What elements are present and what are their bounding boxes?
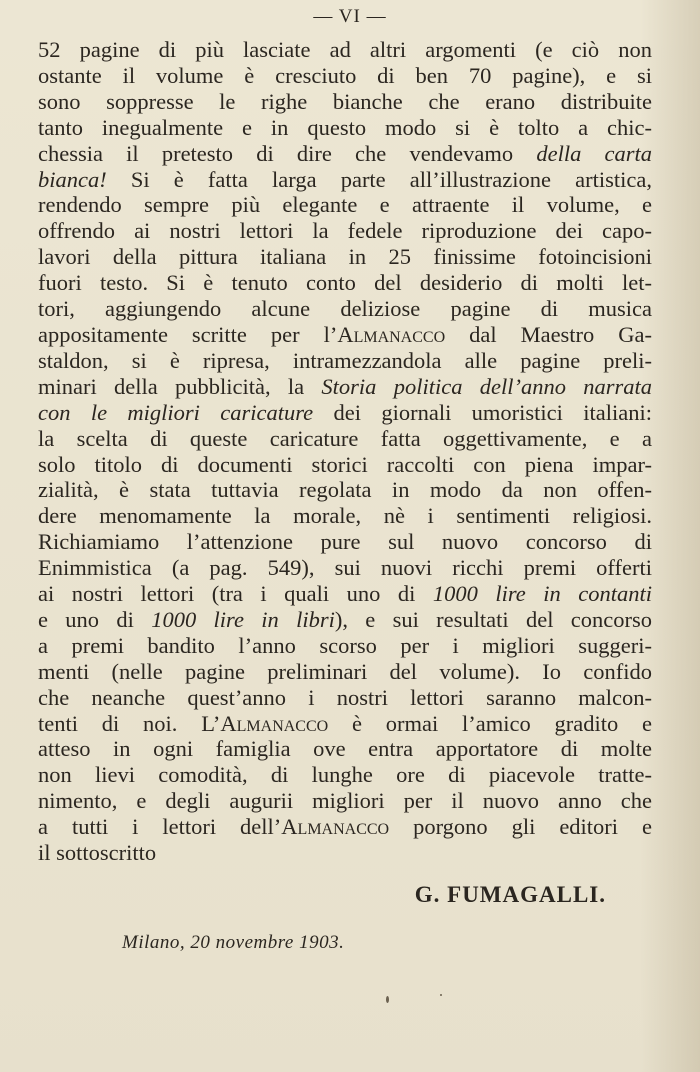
text-line: ostante il volume è cresciuto di ben 70 pagine), e si <box>38 62 652 88</box>
text-line: sono soppresse le righe bianche che erano distribuite <box>38 88 652 114</box>
text-line: atteso in ogni famiglia ove entra apportatore di molte <box>38 736 652 762</box>
text-line: 52 pagine di più lasciate ad altri argomenti (e ciò non <box>38 37 652 62</box>
text-line: chessia il pretesto di dire che vendevamo della carta <box>38 140 653 166</box>
text-line: appositamente scritte per l’Almanacco dal Maestro Ga- <box>38 321 652 347</box>
italic-phrase: Storia politica dell’anno narrata <box>321 373 652 399</box>
text-line: fuori testo. Si è tenuto conto del desiderio di molti let- <box>38 270 652 296</box>
italic-phrase: 1000 lire in libri <box>151 606 335 632</box>
text-line: la scelta di queste caricature fatta oggettivamente, e a <box>38 425 652 451</box>
text-line: non lievi comodità, di lunghe ore di piacevole tratte- <box>38 762 652 788</box>
italic-phrase: 1000 lire in contanti <box>432 581 653 607</box>
text-line: ai nostri lettori (tra i quali uno di 1000 lire in contanti <box>38 581 653 607</box>
text-line: a premi bandito l’anno scorso per i migliori suggeri- <box>38 632 652 658</box>
page-number: — VI — <box>313 6 387 27</box>
text-line: minari della pubblicità, la Storia politica dell’anno narrata <box>38 373 652 399</box>
italic-phrase: bianca! <box>38 166 107 192</box>
text-line: bianca! Si è fatta larga parte all’illustrazione artistica, <box>38 166 652 192</box>
dateline: Milano, 20 novembre 1903. <box>122 932 345 953</box>
text-line: lavori della pittura italiana in 25 finissime fotoincisioni <box>38 244 652 270</box>
text-line: e uno di 1000 lire in libri), e sui resultati del concorso <box>38 606 652 632</box>
text-line: Richiamiamo l’attenzione pure sul nuovo concorso di <box>38 529 652 555</box>
text-line: menti (nelle pagine preliminari del volume). Io confido <box>38 658 652 684</box>
text-line: nimento, e degli augurii migliori per il nuovo anno che <box>38 788 652 814</box>
text-line: solo titolo di documenti storici raccolti con piena impar- <box>38 451 652 477</box>
italic-phrase: con le migliori caricature <box>38 399 314 425</box>
text-line: offrendo ai nostri lettori la fedele riproduzione dei capo- <box>38 218 652 244</box>
italic-phrase: della carta <box>536 140 653 166</box>
text-line: rendendo sempre più elegante e attraente il volume, e <box>38 192 652 218</box>
small-caps-title: Almanacco <box>281 814 390 840</box>
text-line: con le migliori caricature dei giornali umoristici italiani: <box>38 399 652 425</box>
ink-speck <box>386 996 389 1003</box>
text-line: tenti di noi. L’Almanacco è ormai l’amico gradito e <box>38 710 653 736</box>
author-signature: G. FUMAGALLI. <box>414 882 606 907</box>
ink-speck <box>440 994 442 996</box>
text-line: a tutti i lettori dell’Almanacco porgono gli editori e <box>38 814 652 840</box>
text-line: il sottoscritto <box>38 840 157 866</box>
small-caps-title: Almanacco <box>337 321 446 347</box>
text-line: tori, aggiungendo alcune deliziose pagine di musica <box>38 296 652 322</box>
text-line: dere menomamente la morale, nè i sentimenti religiosi. <box>38 503 652 529</box>
text-line: staldon, si è ripresa, intramezzandola alle pagine preli- <box>38 347 652 373</box>
small-caps-title: Almanacco <box>220 710 329 736</box>
text-line: Enimmistica (a pag. 549), sui nuovi ricchi premi offerti <box>38 555 652 581</box>
text-line: zialità, è stata tuttavia regolata in modo da non offen- <box>38 477 652 503</box>
text-line: tanto inegualmente e in questo modo si è tolto a chic- <box>38 114 652 140</box>
body-text <box>38 37 652 866</box>
text-line: che neanche quest’anno i nostri lettori saranno malcon- <box>38 684 652 710</box>
